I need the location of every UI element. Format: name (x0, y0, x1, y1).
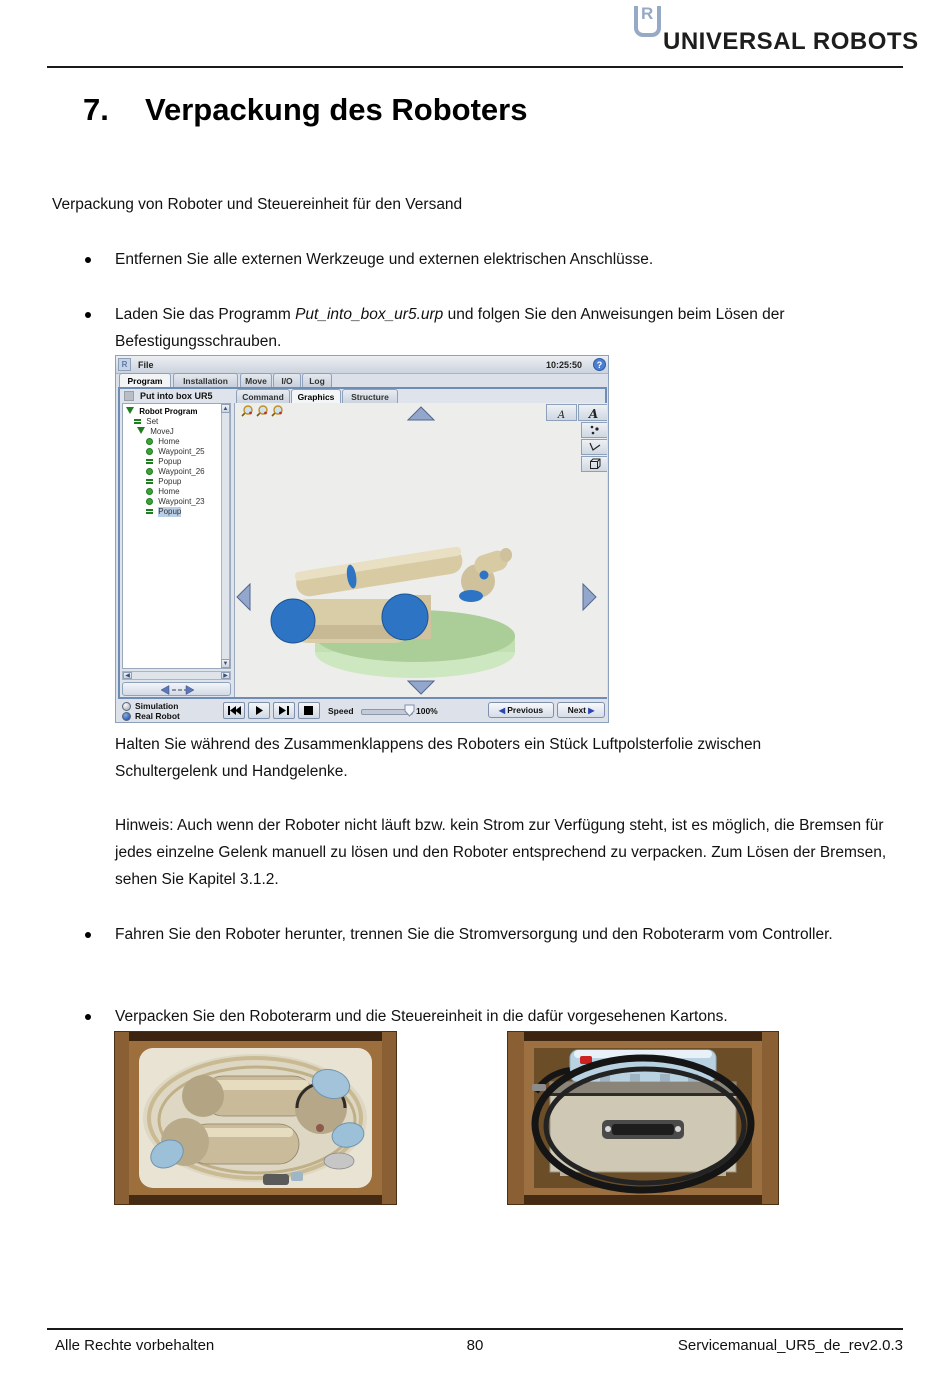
tab-structure[interactable]: Structure (342, 389, 398, 403)
tree-item[interactable]: MoveJ (137, 427, 174, 437)
ur-logo-icon: R (634, 6, 661, 37)
scroll-right-icon[interactable]: ▶ (221, 672, 230, 679)
tab-io[interactable]: I/O (273, 373, 301, 387)
previous-arrow-icon: ◀ (498, 706, 508, 715)
popup-icon (146, 458, 153, 465)
speed-value: 100% (416, 706, 438, 716)
page-title (83, 92, 527, 128)
polyscope-screenshot (115, 355, 609, 723)
tree-item[interactable]: Popup (146, 477, 181, 487)
real-robot-label: Real Robot (135, 711, 180, 721)
stop-icon (299, 703, 319, 718)
movej-triangle-icon (137, 427, 145, 434)
bullet-marker (85, 257, 91, 263)
program-name: Put into box UR5 (140, 391, 213, 401)
robot-3d-render (235, 403, 607, 697)
tree-item[interactable]: Waypoint_25 (146, 447, 205, 457)
waypoint-icon (146, 448, 153, 455)
set-icon (134, 418, 141, 425)
stop-button[interactable] (298, 702, 320, 719)
next-arrow-icon: ▶ (586, 706, 595, 715)
bullet-marker (85, 1014, 91, 1020)
hinweis-paragraph: Hinweis: Auch wenn der Roboter nicht läuft bzw. kein Strom zur Verfügung steht, ist es möglich, die Bremsen für jedes einzelne Gelenk manuell zu lösen und den Roboter entsprechend zu verpacken. Zum Lösen der Bremsen, sehen Sie Kapitel 3.1.2. (115, 817, 887, 888)
playback-bar (116, 699, 608, 722)
tab-command[interactable]: Command (236, 389, 290, 403)
footer-left: Alle Rechte vorbehalten (55, 1337, 215, 1354)
bullet-text: und folgen Sie den Anweisungen beim Lösen der Befestigungsschrauben. (115, 306, 785, 350)
tab-installation[interactable]: Installation (173, 373, 238, 387)
tab-program[interactable]: Program (119, 373, 171, 387)
scroll-down-icon[interactable]: ▼ (222, 661, 229, 667)
brand-name: UNIVERSAL ROBOTS (663, 28, 919, 55)
waypoint-icon (146, 438, 153, 445)
rewind-button[interactable] (223, 702, 245, 719)
play-button[interactable] (248, 702, 270, 719)
file-menu[interactable]: File (138, 360, 154, 370)
step-forward-icon (274, 703, 294, 718)
tree-item[interactable]: Waypoint_26 (146, 467, 205, 477)
zoom-text-large-button[interactable]: A (578, 404, 607, 421)
clock: 10:25:50 (546, 360, 583, 370)
bullet-item (115, 301, 873, 355)
simulation-radio[interactable] (122, 702, 131, 711)
save-icon[interactable] (124, 391, 134, 401)
chapter-title: Verpackung des Roboters (145, 92, 528, 127)
speed-slider-thumb[interactable] (404, 704, 415, 717)
waypoint-icon (146, 488, 153, 495)
program-panel (118, 387, 607, 699)
photo-robot-arm-in-box (115, 1032, 396, 1204)
play-icon (249, 703, 269, 718)
tree-item[interactable]: Home (146, 437, 180, 447)
footer-rule (47, 1328, 903, 1330)
tree-item[interactable]: Set (134, 417, 158, 427)
help-icon[interactable]: ? (593, 358, 606, 371)
previous-button[interactable]: ◀ Previous (488, 702, 554, 718)
graphics-viewport (234, 403, 607, 697)
tab-log[interactable]: Log (302, 373, 332, 387)
tab-move[interactable]: Move (240, 373, 272, 387)
real-robot-radio[interactable] (122, 712, 131, 721)
tree-item-selected[interactable]: Popup (146, 507, 181, 517)
waypoint-icon (146, 468, 153, 475)
tree-horizontal-scrollbar[interactable] (122, 671, 231, 680)
tree-item[interactable]: Robot Program (126, 407, 197, 417)
footer-right: Servicemanual_UR5_de_rev2.0.3 (677, 1337, 903, 1354)
polyscope-titlebar (116, 356, 608, 374)
step-forward-button[interactable] (273, 702, 295, 719)
scroll-up-icon[interactable]: ▲ (222, 406, 229, 412)
bullet-item: Entfernen Sie alle externen Werkzeuge und externen elektrischen Anschlüsse. (115, 251, 654, 268)
photo-controller-in-box (508, 1032, 778, 1204)
ur-mini-logo-icon: R (118, 358, 131, 371)
bullet-marker (85, 932, 91, 938)
bullet-marker (85, 312, 91, 318)
next-button[interactable]: Next ▶ (557, 702, 605, 718)
rewind-icon (224, 703, 244, 718)
program-file-name: Put_into_box_ur5.urp (295, 306, 444, 323)
pan-control[interactable] (122, 682, 231, 696)
header-rule (47, 66, 903, 68)
tab-graphics[interactable]: Graphics (291, 389, 341, 403)
program-triangle-icon (126, 407, 134, 414)
chapter-number: 7. (83, 92, 109, 127)
popup-icon (146, 478, 153, 485)
program-tree (122, 403, 231, 669)
tree-item[interactable]: Waypoint_23 (146, 497, 205, 507)
scroll-left-icon[interactable]: ◀ (123, 672, 132, 679)
tree-item[interactable]: Popup (146, 457, 181, 467)
simulation-label: Simulation (135, 701, 179, 711)
bullet-item: Verpacken Sie den Roboterarm und die Steuereinheit in die dafür vorgesehenen Kartons. (115, 1008, 728, 1025)
footer-page-number: 80 (466, 1337, 484, 1354)
speed-label: Speed (328, 706, 354, 716)
tree-item[interactable]: Home (146, 487, 180, 497)
popup-icon (146, 508, 153, 515)
tree-vertical-scrollbar[interactable] (221, 404, 230, 668)
bullet-item: Fahren Sie den Roboter herunter, trennen Sie die Stromversorgung und den Roboterarm vom Controller. (115, 926, 833, 943)
zoom-text-small-button[interactable]: A (546, 404, 577, 421)
pan-arrows-icon (123, 683, 232, 697)
halten-paragraph: Halten Sie während des Zusammenklappens des Roboters ein Stück Luftpolsterfolie zwischen Schultergelenk und Handgelenke. (115, 736, 762, 780)
waypoint-icon (146, 498, 153, 505)
intro-paragraph: Verpackung von Roboter und Steuereinheit für den Versand (52, 196, 463, 213)
bullet-text: Laden Sie das Programm (115, 306, 296, 323)
